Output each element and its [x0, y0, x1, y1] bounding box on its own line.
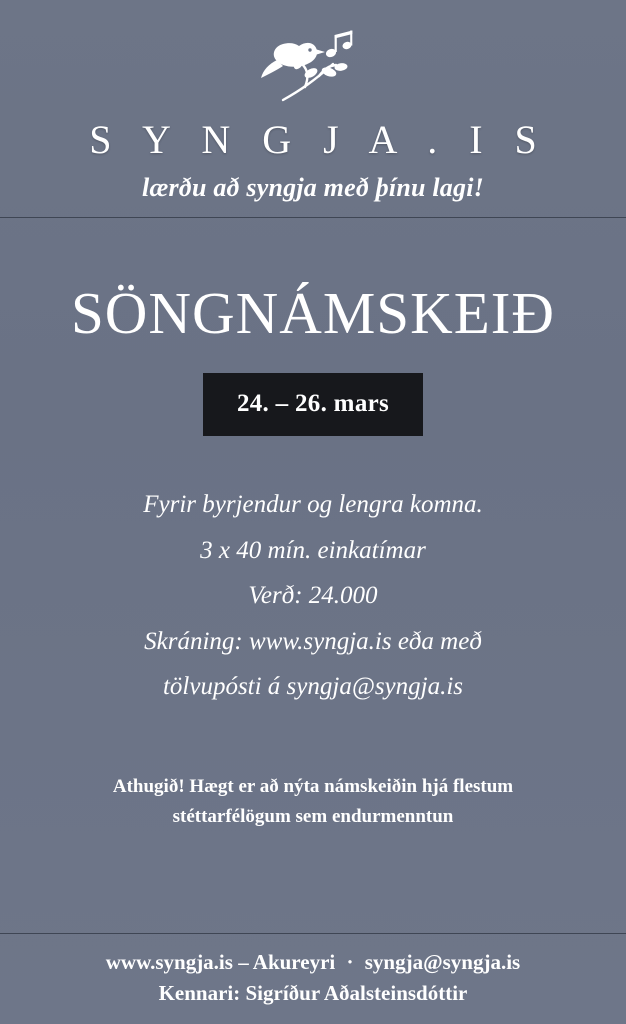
footer-email: syngja@syngja.is	[364, 950, 521, 975]
footer-separator: ·	[346, 950, 354, 975]
detail-line: Verð: 24.000	[248, 582, 378, 609]
note-line: Athugið! Hægt er að nýta námskeiðin hjá flestum	[112, 775, 514, 797]
page-title: SÖNGNÁMSKEIÐ	[70, 280, 556, 346]
detail-line: 3 x 40 mín. einkatímar	[200, 536, 426, 564]
note-line: stéttarfélögum sem endurmenntun	[172, 805, 454, 827]
union-note	[73, 772, 553, 833]
poster-header	[0, 0, 626, 218]
bird-with-music-notes-icon	[0, 30, 626, 108]
poster-main	[0, 218, 626, 933]
footer-website: www.syngja.is – Akureyri	[105, 950, 336, 975]
course-details	[143, 482, 483, 710]
footer-contact-line	[0, 947, 626, 977]
brand-title: S Y N G J A . I S	[89, 117, 548, 162]
brand-tagline: lærðu að syngja með þínu lagi!	[142, 173, 484, 202]
detail-line: Skráning: www.syngja.is eða með	[144, 627, 482, 655]
poster-footer	[0, 933, 626, 1024]
detail-line: Fyrir byrjendur og lengra komna.	[143, 491, 483, 518]
footer-teacher: Kennari: Sigríður Aðalsteinsdóttir	[158, 980, 468, 1005]
detail-line: tölvupósti á syngja@syngja.is	[162, 673, 464, 700]
date-badge: 24. – 26. mars	[203, 373, 423, 436]
